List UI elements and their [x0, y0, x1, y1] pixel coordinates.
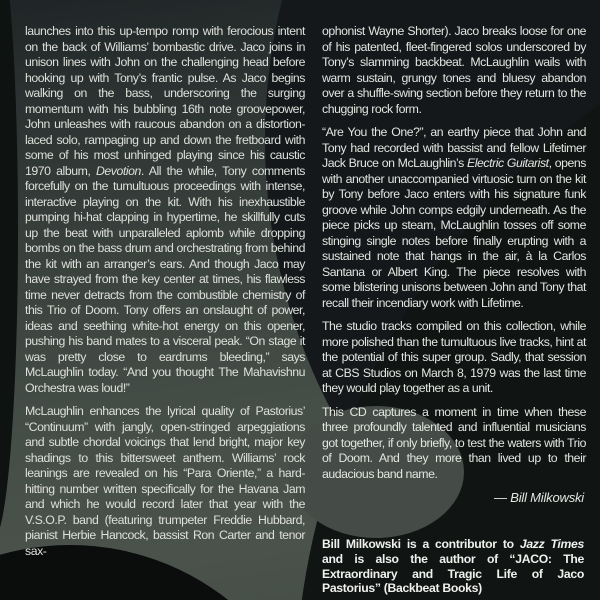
- liner-notes-paragraph-2: McLaughlin enhances the lyrical quality of Pastorius’ “Continuum” with jangly, open-stringed arpeggiations and subtle chordal voicings that lend bright, major key shadings to this bittersweet anthem. Williams’ rock leanings are revealed on his “Para Oriente,” a hard-hitting number written specifically for the Havana Jam and which he would record later that year with the V.S.O.P. band (featuring trumpeter Freddie Hubbard, pianist Herbie Hancock, bassist Ron Carter and tenor sax-: [25, 404, 305, 558]
- left-text-column: [25, 24, 305, 567]
- liner-notes-paragraph-3: ophonist Wayne Shorter). Jaco breaks loose for one of his patented, fleet-fingered solos underscored by Tony’s slamming backbeat. McLaughlin wails with warm sustain, grungy tones and bluesy abandon over a shuffle-swing section before they return to the chugging rock form.: [322, 24, 586, 116]
- liner-notes-paragraph-6: This CD captures a moment in time when these three profoundly talented and influential musicians got together, if only briefly, to test the waters with Trio of Doom. And they more than lived up to their audacious band name.: [322, 404, 586, 481]
- author-attribution: — Bill Milkowski: [494, 490, 584, 505]
- artwork-dark-circle-left-edge: [0, 0, 18, 540]
- contributor-note: Bill Milkowski is a contributor to Jazz Times and is also the author of “JACO: The Extraordinary and Tragic Life of Jaco Pastorius” (Backbeat Books): [322, 537, 584, 596]
- liner-notes-paragraph-5: The studio tracks compiled on this collection, while more polished than the tumultuous live tracks, hint at the potential of this super group. Sadly, that session at CBS Studios on March 8, 1979 was the last time they would play together as a unit.: [322, 319, 586, 395]
- liner-notes-paragraph-1: launches into this up-tempo romp with ferocious intent on the back of Williams’ bombastic drive. Jaco joins in unison lines with John on the challenging head before hooking up with Tony’s frantic pulse. As Jaco begins walking on the bass, underscoring the surging momentum with his bubbling 16th note groovepower, John unleashes with raucous abandon on a distortion-laced solo, rampaging up and down the fretboard with some of his most unhinged playing since his caustic 1970 album, Devotion. All the while, Tony comments forcefully on the tumultuous proceedings with intense, interactive playing on the kit. With his inexhaustible pumping hi-hat clapping in hypertime, he skillfully cuts up the beat with unparalleled aplomb while dropping bombs on the bass drum and orchestrating from behind the kit with an arranger’s ears. And though Jaco may have strayed from the key center at times, his flawless time never detracts from the combustible chemistry of this Trio of Doom. Tony offers an onslaught of power, ideas and seething white-hot energy on this opener, pushing his band mates to a visceral peak. “On stage it was pretty close to eardrums bleeding,” says McLaughlin today. “And you thought The Mahavishnu Orchestra was loud!”: [25, 24, 305, 395]
- right-text-column: [322, 24, 586, 506]
- liner-notes-paragraph-4: “Are You the One?”, an earthy piece that John and Tony had recorded with bassist and fellow Lifetimer Jack Bruce on McLaughlin’s Electric Guitarist, opens with another unaccompanied virtuosic turn on the kit by Tony before Jaco enters with his signature funk groove while John comps edgily underneath. As the piece picks up steam, McLaughlin tosses off some stinging single notes before finally erupting with a sustained note that hangs in the air, à la Carlos Santana or Albert King. The piece resolves with some blistering unisons between John and Tony that recall their incendiary work with Lifetime.: [322, 125, 587, 310]
